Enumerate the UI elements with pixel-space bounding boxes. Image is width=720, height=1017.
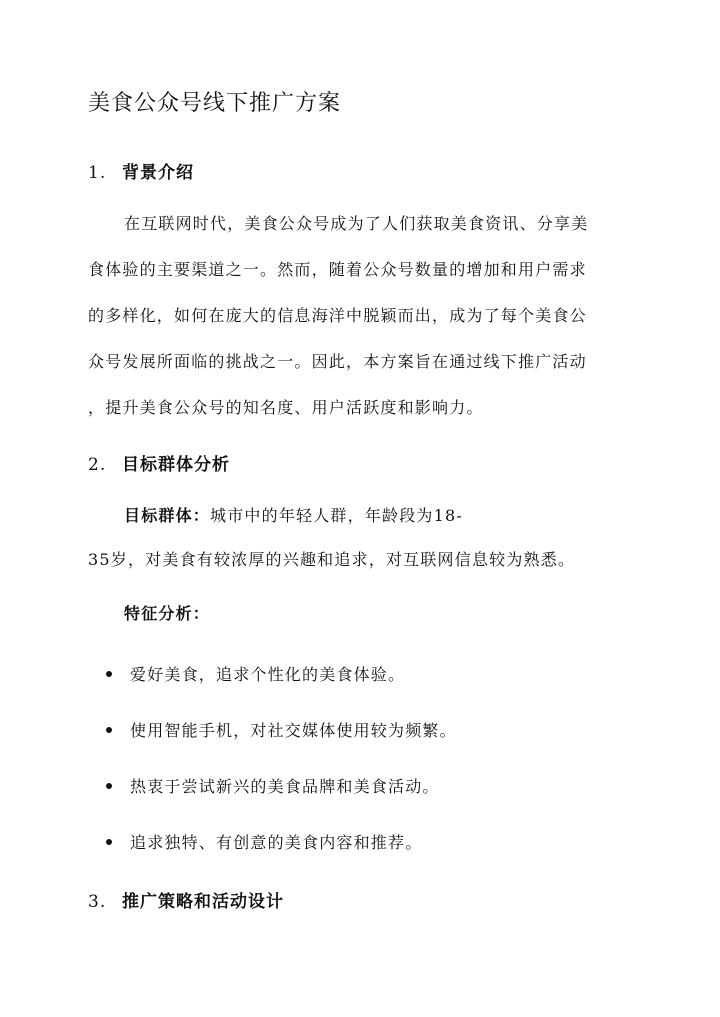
list-item-text: 热衷于尝试新兴的美食品牌和美食活动。	[130, 777, 440, 796]
target-group-label: 目标群体：	[124, 506, 211, 525]
list-item-text: 爱好美食，追求个性化的美食体验。	[130, 665, 406, 684]
target-group-paragraph	[88, 508, 636, 568]
section-title: 背景介绍	[122, 163, 194, 183]
section-number: 1.	[88, 163, 107, 183]
section-number: 3.	[88, 892, 107, 912]
bullet-icon	[106, 783, 112, 789]
background-paragraph	[88, 216, 636, 416]
section-heading-target-group	[88, 450, 230, 475]
target-group-text: 城市中的年轻人群，年龄段为18-	[210, 506, 463, 525]
page-title: 美食公众号线下推广方案	[88, 91, 342, 116]
section-heading-background	[88, 158, 194, 183]
paragraph-line: 35岁，对美食有较浓厚的兴趣和追求，对互联网信息较为熟悉。	[88, 550, 576, 569]
paragraph-line: 在互联网时代，美食公众号成为了人们获取美食资讯、分享美	[124, 214, 589, 233]
section-title: 目标群体分析	[122, 455, 230, 475]
bullet-icon	[106, 727, 112, 733]
list-item-text: 追求独特、有创意的美食内容和推荐。	[130, 833, 423, 852]
section-number: 2.	[88, 455, 107, 475]
section-heading-strategy	[88, 887, 284, 912]
paragraph-line: 食体验的主要渠道之一。然而，随着公众号数量的增加和用户需求	[88, 260, 587, 279]
paragraph-line	[124, 508, 463, 524]
section-title: 推广策略和活动设计	[122, 892, 284, 912]
paragraph-line: ，提升美食公众号的知名度、用户活跃度和影响力。	[88, 398, 484, 417]
list-item	[106, 774, 440, 797]
paragraph-line: 众号发展所面临的挑战之一。因此，本方案旨在通过线下推广活动	[88, 352, 587, 371]
list-item	[106, 830, 422, 853]
list-item	[106, 718, 457, 741]
bullet-icon	[106, 671, 112, 677]
features-label: 特征分析：	[124, 604, 211, 623]
paragraph-line: 的多样化，如何在庞大的信息海洋中脱颖而出，成为了每个美食公	[88, 306, 587, 325]
features-label-paragraph	[88, 606, 636, 626]
list-item-text: 使用智能手机，对社交媒体使用较为频繁。	[130, 721, 457, 740]
bullet-icon	[106, 839, 112, 845]
list-item	[106, 662, 405, 685]
